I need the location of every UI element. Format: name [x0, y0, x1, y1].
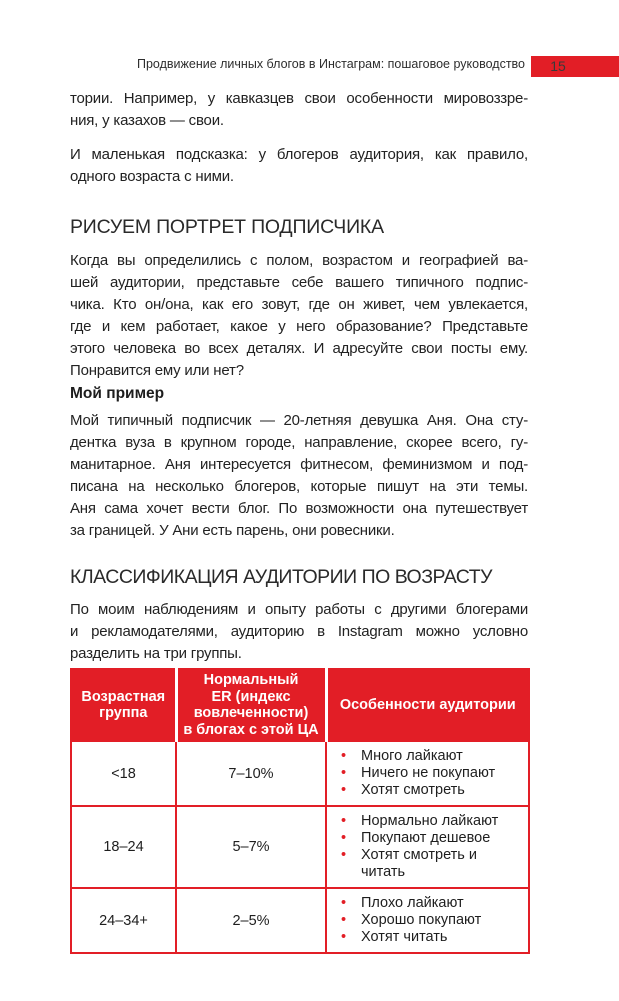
- header-line: в блогах с этой ЦА: [183, 721, 319, 738]
- header-line: Возрастная: [81, 688, 166, 705]
- subheading: Мой пример: [70, 385, 165, 402]
- text-line: Когда вы определились с полом, возрастом и географией ва-: [70, 252, 528, 269]
- table-row: [71, 806, 529, 888]
- text-line: чика. Кто он/она, как его зовут, где он живет, чем увлекается,: [70, 296, 528, 313]
- text-line: за границей. У Ани есть парень, они ровесники.: [70, 522, 395, 539]
- text-line: манитарное. Аня интересуется фитнесом, феминизмом и под-: [70, 456, 528, 473]
- er-cell: 5–7%: [176, 806, 326, 888]
- text-line: И маленькая подсказка: у блогеров аудитория, как правило,: [70, 146, 528, 163]
- feature-item: [338, 813, 524, 830]
- text-line: Мой типичный подписчик — 20-летняя девушка Аня. Она сту-: [70, 412, 528, 429]
- paragraph: [70, 88, 528, 132]
- text-line: ния, у казахов — свои.: [70, 112, 224, 129]
- header-line: группа: [99, 705, 148, 721]
- text-line: По моим наблюдениям и опыту работы с другими блогерами: [70, 601, 528, 618]
- feature-text: Покупают дешевое: [361, 830, 491, 846]
- text-line: разделить на три группы.: [70, 645, 242, 662]
- bullet-icon: •: [341, 830, 347, 846]
- table-header-row: [71, 669, 529, 741]
- features-cell: [326, 806, 529, 888]
- header-line: Нормальный: [203, 672, 299, 688]
- paragraph: [70, 250, 528, 382]
- feature-text: Плохо лайкают: [361, 895, 464, 911]
- table-row: [71, 888, 529, 953]
- text-line: писана на несколько блогеров, которые пишут на эти темы.: [70, 478, 528, 495]
- column-header-er: [176, 669, 326, 741]
- feature-item: [338, 847, 524, 881]
- feature-item: [338, 895, 524, 912]
- feature-text: Ничего не покупают: [361, 765, 496, 781]
- text-line: тории. Например, у кавказцев свои особенности мировоззре-: [70, 90, 528, 107]
- running-head-title: Продвижение личных блогов в Инстаграм: пошаговое руководство: [136, 57, 525, 71]
- section-heading: РИСУЕМ ПОРТРЕТ ПОДПИСЧИКА: [70, 216, 384, 238]
- column-header-features: Особенности аудитории: [326, 669, 529, 741]
- age-group-cell: 24–34+: [71, 888, 176, 953]
- features-cell: [326, 741, 529, 806]
- text-line: одного возраста с ними.: [70, 168, 234, 185]
- feature-text: Хотят смотреть: [361, 782, 465, 798]
- feature-text: Хотят смотреть и читать: [361, 847, 477, 880]
- bullet-icon: •: [341, 929, 347, 945]
- text-line: дентка вуза в крупном городе, направление, скорее всего, гу-: [70, 434, 528, 451]
- feature-item: [338, 929, 524, 946]
- feature-text: Хорошо покупают: [361, 912, 482, 928]
- paragraph: [70, 599, 528, 665]
- bullet-icon: •: [341, 847, 347, 863]
- section-heading: КЛАССИФИКАЦИЯ АУДИТОРИИ ПО ВОЗРАСТУ: [70, 566, 493, 588]
- bullet-icon: •: [341, 765, 347, 781]
- bullet-icon: •: [341, 813, 347, 829]
- feature-item: [338, 765, 524, 782]
- feature-text: Много лайкают: [361, 748, 463, 764]
- age-group-cell: <18: [71, 741, 176, 806]
- header-line: ER (индекс: [211, 688, 291, 705]
- text-line: и рекламодателями, аудиторию в Instagram можно условно: [70, 623, 528, 640]
- audience-age-table: [70, 668, 530, 954]
- text-line: шей аудитории, представьте себе вашего типичного подпис-: [70, 274, 528, 291]
- page-number-badge: 15: [531, 56, 619, 77]
- header-line: вовлеченности): [193, 705, 309, 721]
- feature-text: Хотят читать: [361, 929, 448, 945]
- text-line: Понравится ему или нет?: [70, 362, 244, 379]
- paragraph: [70, 410, 528, 542]
- text-line: где и кем работает, какое у него образование? Представьте: [70, 318, 528, 335]
- feature-item: [338, 782, 524, 799]
- column-header-age-group: [71, 669, 176, 741]
- feature-text: Нормально лайкают: [361, 813, 499, 829]
- age-group-cell: 18–24: [71, 806, 176, 888]
- text-line: Аня сама хочет вести блог. По возможности она путешествует: [70, 500, 528, 517]
- bullet-icon: •: [341, 895, 347, 911]
- text-line: этого человека во всех деталях. И адресуйте свои посты ему.: [70, 340, 528, 357]
- er-cell: 7–10%: [176, 741, 326, 806]
- bullet-icon: •: [341, 912, 347, 928]
- feature-item: [338, 748, 524, 765]
- bullet-icon: •: [341, 782, 347, 798]
- table-row: [71, 741, 529, 806]
- bullet-icon: •: [341, 748, 347, 764]
- feature-item: [338, 830, 524, 847]
- er-cell: 2–5%: [176, 888, 326, 953]
- feature-item: [338, 912, 524, 929]
- paragraph: [70, 144, 528, 188]
- features-cell: [326, 888, 529, 953]
